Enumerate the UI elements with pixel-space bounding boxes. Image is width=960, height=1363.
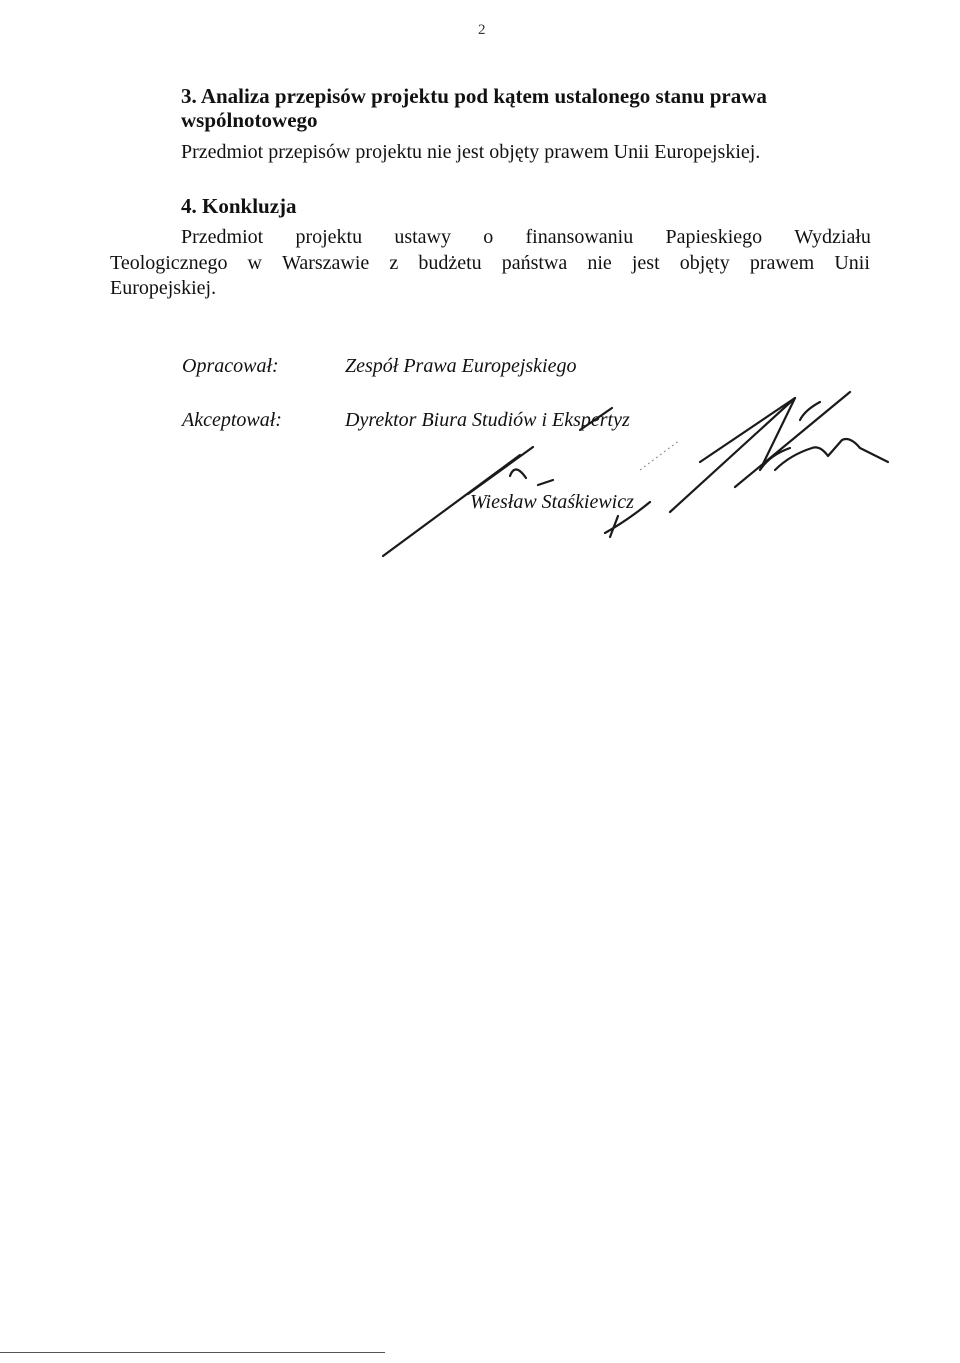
- word: Unii: [834, 252, 870, 274]
- page-number: 2: [478, 22, 486, 38]
- word: Papieskiego: [665, 226, 763, 248]
- word: ustawy: [394, 226, 452, 248]
- accepted-by-label: Akceptował:: [182, 409, 282, 431]
- footer-rule: [0, 1352, 385, 1353]
- signatory-name: Wiesław Staśkiewicz: [470, 491, 634, 513]
- signature-stroke: [775, 439, 888, 470]
- section-4-line-2: [110, 252, 870, 275]
- section-4-line-3: Europejskiej.: [110, 277, 217, 299]
- word: prawem: [749, 252, 815, 274]
- section-4-line-1: [181, 226, 871, 249]
- word: Przedmiot: [181, 226, 264, 248]
- section-3-heading-line-2: wspólnotowego: [181, 108, 318, 132]
- word: w: [247, 252, 262, 274]
- word: o: [483, 226, 494, 248]
- word: nie: [587, 252, 612, 274]
- prepared-by-label: Opracował:: [182, 355, 279, 377]
- word: Wydziału: [794, 226, 871, 248]
- word: objęty: [679, 252, 730, 274]
- section-3-heading-line-1: 3. Analiza przepisów projektu pod kątem ustalonego stanu prawa: [181, 84, 767, 108]
- accepted-by-value: Dyrektor Biura Studiów i Ekspertyz: [345, 409, 630, 431]
- signature-stroke: [735, 392, 850, 487]
- word: Warszawie: [282, 252, 370, 274]
- signature-stroke: [800, 402, 820, 420]
- word: z: [389, 252, 399, 274]
- word: finansowaniu: [525, 226, 634, 248]
- section-4-heading: 4. Konkluzja: [181, 194, 297, 218]
- signature-stroke: [640, 440, 680, 470]
- signature-stroke: [468, 447, 533, 494]
- word: Teologicznego: [110, 252, 228, 274]
- word: budżetu: [418, 252, 482, 274]
- word: jest: [631, 252, 660, 274]
- signature-stroke: [610, 516, 618, 537]
- section-3-text: Przedmiot przepisów projektu nie jest objęty prawem Unii Europejskiej.: [181, 141, 761, 163]
- word: projektu: [295, 226, 363, 248]
- prepared-by-value: Zespół Prawa Europejskiego: [345, 355, 577, 377]
- signature-stroke: [700, 398, 795, 470]
- signature-stroke: [670, 398, 795, 512]
- signature-stroke: [538, 480, 553, 485]
- signature-stroke: [510, 469, 526, 478]
- word: państwa: [501, 252, 568, 274]
